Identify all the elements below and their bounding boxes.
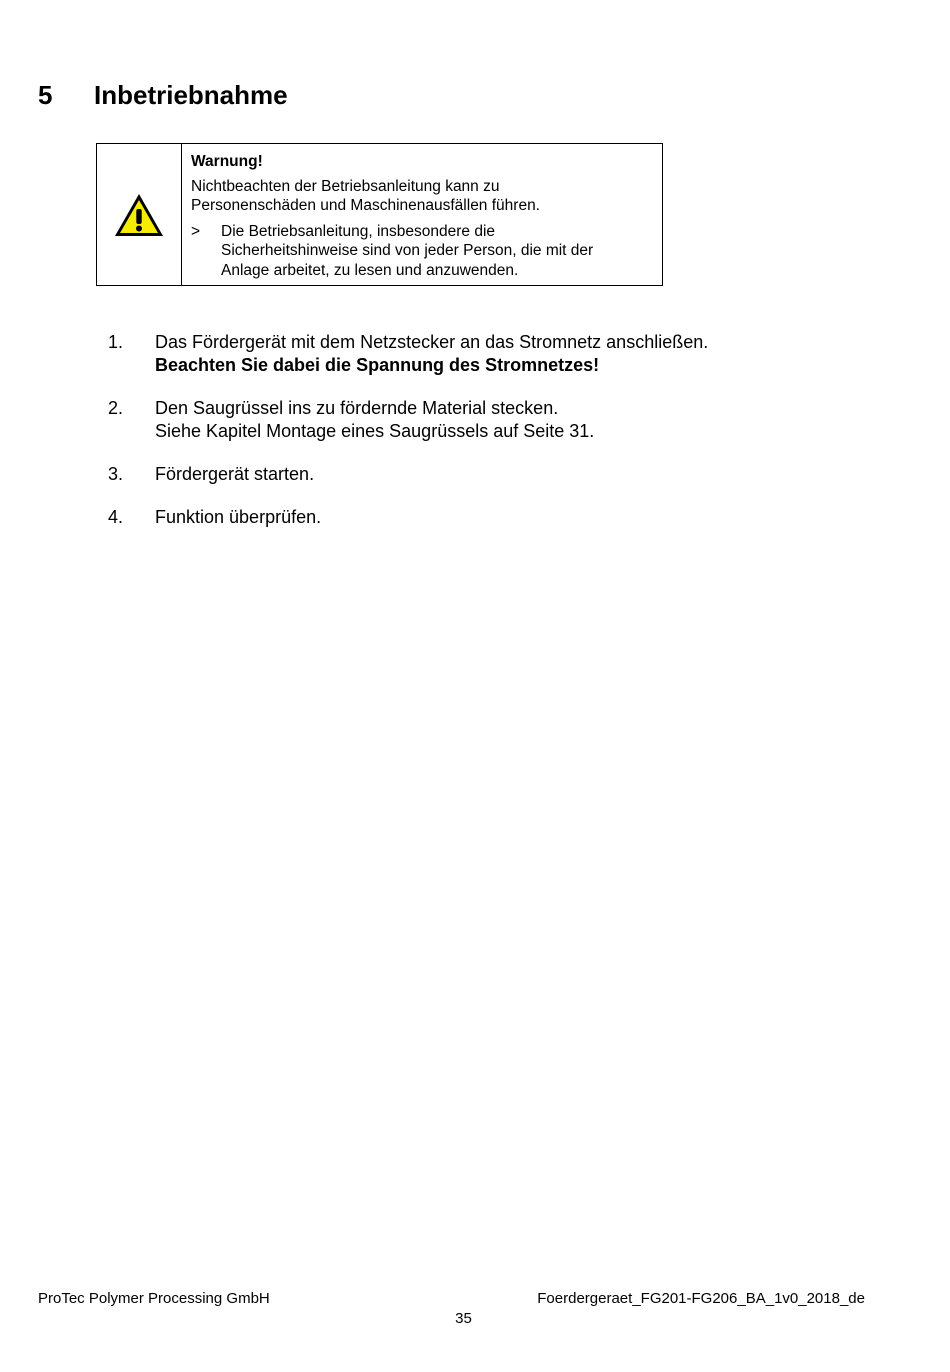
step-number: 2. [108, 398, 124, 418]
bullet-marker: > [191, 222, 201, 240]
step-note: Siehe Kapitel Montage eines Saugrüssels auf Seite 31. [155, 421, 595, 441]
bullet-line: Die Betriebsanleitung, insbesondere die [221, 222, 496, 240]
warning-text-line: Nichtbeachten der Betriebsanleitung kann zu [191, 177, 500, 195]
footer-company: ProTec Polymer Processing GmbH [38, 1290, 270, 1307]
step-number: 1. [108, 332, 124, 352]
step-item [108, 397, 708, 443]
step-text: Fördergerät starten. [155, 464, 315, 484]
warning-box [96, 143, 663, 286]
step-text: Den Saugrüssel ins zu fördernde Material stecken. [155, 398, 559, 418]
warning-text-line: Personenschäden und Maschinenausfällen führen. [191, 197, 540, 214]
warning-bullet [191, 222, 652, 281]
steps-list [108, 331, 708, 549]
warning-title: Warnung! [191, 153, 263, 170]
step-text: Funktion überprüfen. [155, 507, 322, 527]
step-text: Das Fördergerät mit dem Netzstecker an das Stromnetz anschließen. [155, 332, 709, 352]
footer-document-id: Foerdergeraet_FG201-FG206_BA_1v0_2018_de [537, 1290, 865, 1307]
chapter-title: Inbetriebnahme [94, 80, 288, 110]
step-note: Beachten Sie dabei die Spannung des Stromnetzes! [155, 355, 600, 375]
step-item [108, 506, 708, 529]
step-number: 4. [108, 507, 124, 527]
step-number: 3. [108, 464, 124, 484]
warning-triangle-icon [113, 192, 165, 238]
step-item [108, 463, 708, 486]
bullet-line: Anlage arbeitet, zu lesen und anzuwenden. [221, 261, 519, 279]
bullet-line: Sicherheitshinweise sind von jeder Person, die mit der [221, 242, 594, 259]
warning-text-cell [182, 144, 662, 285]
page-number: 35 [455, 1310, 472, 1327]
step-item [108, 331, 708, 377]
warning-icon-cell [97, 144, 182, 285]
chapter-number: 5 [38, 80, 53, 110]
